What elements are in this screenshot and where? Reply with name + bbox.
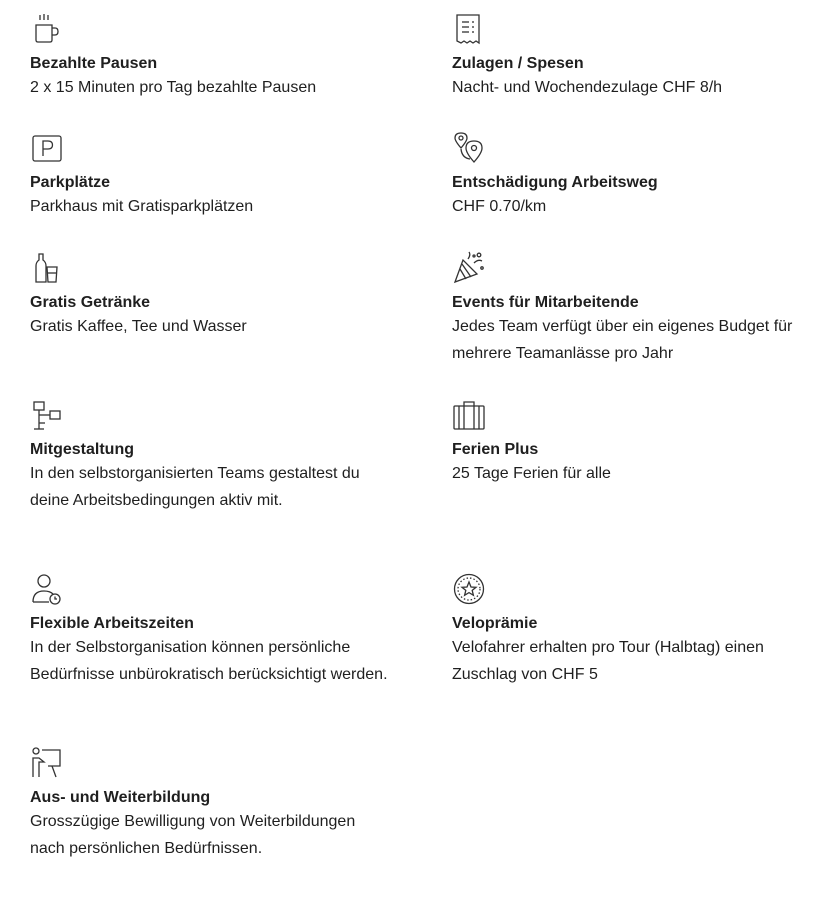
benefit-gratis-getraenke [30, 251, 390, 340]
suitcase-icon [452, 398, 486, 432]
org-chart-icon [30, 398, 64, 432]
benefit-description: Parkhaus mit Gratisparkplätzen [30, 198, 254, 215]
benefit-zulagen-spesen [452, 12, 812, 101]
bottle-glass-icon [30, 251, 64, 285]
benefit-description: Jedes Team verfügt über ein eigenes Budget für mehrere Teamanlässe pro Jahr [452, 318, 793, 362]
benefit-description: Grosszügige Bewilligung von Weiterbildungen nach persönlichen Bedürfnissen. [30, 813, 356, 857]
benefit-title: Flexible Arbeitszeiten [30, 615, 194, 632]
route-pins-icon [452, 131, 486, 165]
benefit-flexible-arbeitszeiten [30, 572, 390, 688]
benefit-title: Bezahlte Pausen [30, 55, 158, 72]
benefit-description: Nacht- und Wochendezulage CHF 8/h [452, 79, 723, 96]
benefit-parkplaetze [30, 131, 390, 220]
benefit-title: Ferien Plus [452, 441, 539, 458]
benefit-aus-weiterbildung [30, 746, 390, 862]
benefit-events [452, 251, 812, 367]
parking-icon [30, 131, 64, 165]
benefit-description: In den selbstorganisierten Teams gestaltest du deine Arbeitsbedingungen aktiv mit. [30, 465, 360, 509]
person-clock-icon [30, 572, 64, 606]
benefit-velopraemie [452, 572, 812, 688]
benefit-title: Zulagen / Spesen [452, 55, 584, 72]
benefit-title: Aus- und Weiterbildung [30, 789, 211, 806]
benefit-title: Veloprämie [452, 615, 538, 632]
party-popper-icon [452, 251, 486, 285]
benefit-title: Parkplätze [30, 174, 111, 191]
benefit-description: 25 Tage Ferien für alle [452, 465, 611, 482]
benefit-bezahlte-pausen [30, 12, 390, 101]
star-badge-icon [452, 572, 486, 606]
benefit-description: Velofahrer erhalten pro Tour (Halbtag) einen Zuschlag von CHF 5 [452, 639, 764, 683]
benefit-title: Events für Mitarbeitende [452, 294, 639, 311]
benefit-entschaedigung-arbeitsweg [452, 131, 812, 220]
presentation-icon [30, 746, 64, 780]
benefit-mitgestaltung [30, 398, 390, 514]
benefit-title: Entschädigung Arbeitsweg [452, 174, 658, 191]
benefit-title: Mitgestaltung [30, 441, 134, 458]
benefit-description: Gratis Kaffee, Tee und Wasser [30, 318, 247, 335]
benefit-description: CHF 0.70/km [452, 198, 547, 215]
coffee-cup-icon [30, 12, 64, 46]
benefit-description: In der Selbstorganisation können persönliche Bedürfnisse unbürokratisch berücksichtigt werden. [30, 639, 388, 683]
benefit-title: Gratis Getränke [30, 294, 151, 311]
benefit-description: 2 x 15 Minuten pro Tag bezahlte Pausen [30, 79, 317, 96]
receipt-icon [452, 12, 486, 46]
benefit-ferien-plus [452, 398, 812, 487]
